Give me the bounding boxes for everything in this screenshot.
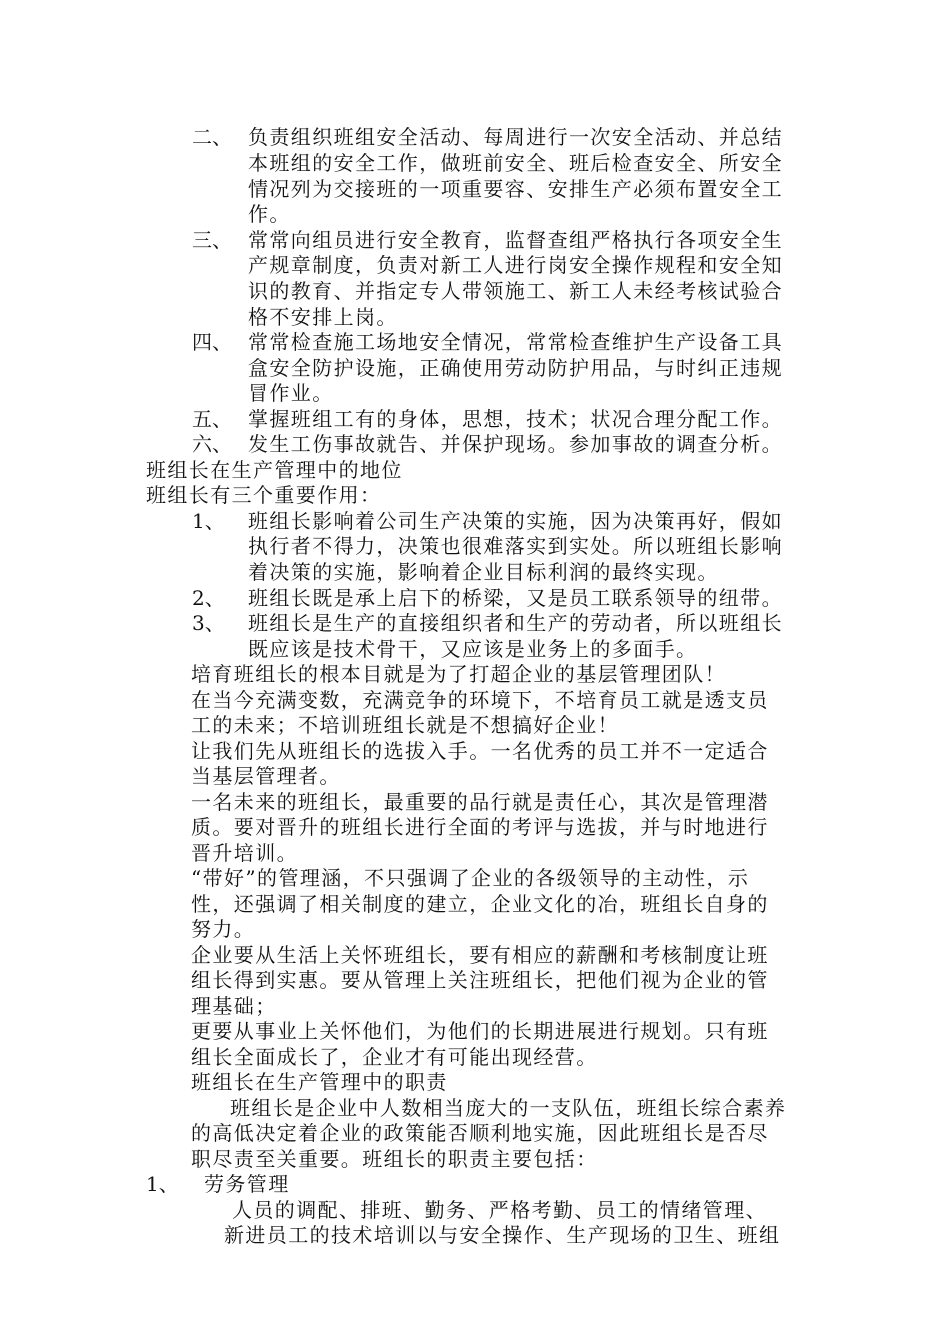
list-text-line: 班组长影响着公司生产决策的实施，因为决策再好，假如	[248, 509, 783, 533]
list-text-line: 掌握班组工有的身体，思想，技术；状况合理分配工作。	[248, 407, 783, 431]
list-text-line: 盒安全防护设施，正确使用劳动防护用品，与时纠正违规	[248, 356, 783, 380]
paragraph-line: 培育班组长的根本目就是为了打超企业的基层管理团队！	[191, 662, 726, 686]
item-title: 劳务管理	[204, 1172, 290, 1196]
list-marker: 1、	[192, 509, 225, 533]
paragraph-line: 在当今充满变数，充满竞争的环境下，不培育员工就是透支员	[191, 688, 769, 712]
section-heading-position: 班组长在生产管理中的地位	[146, 458, 403, 482]
paragraph-line: 组长得到实惠。要从管理上关注班组长，把他们视为企业的管	[191, 968, 769, 992]
section-heading-duties: 班组长在生产管理中的职责	[191, 1070, 448, 1094]
list-text-line: 既应该是技术骨干，又应该是业务上的多面手。	[248, 637, 698, 661]
paragraph-line: 工的未来；不培训班组长就是不想搞好企业！	[191, 713, 619, 737]
paragraph-line: 组长全面成长了，企业才有可能出现经营。	[191, 1045, 598, 1069]
list-text-line: 本班组的安全工作，做班前安全、班后检查安全、所安全	[248, 151, 783, 175]
list-text-line: 着决策的实施，影响着企业目标利润的最终实现。	[248, 560, 719, 584]
paragraph-line: 一名未来的班组长，最重要的品行就是责任心，其次是管理潜	[191, 790, 769, 814]
list-marker: 3、	[192, 611, 225, 635]
list-marker: 五、	[192, 407, 232, 431]
list-text-line: 识的教育、并指定专人带领施工、新工人未经考核试验合	[248, 279, 783, 303]
list-marker: 六、	[192, 432, 232, 456]
list-text-line: 班组长既是承上启下的桥梁，又是员工联系领导的纽带。	[248, 586, 783, 610]
list-text-line: 情况列为交接班的一项重要容、安排生产必须布置安全工	[248, 177, 783, 201]
paragraph-line: “带好”的管理涵，不只强调了企业的各级领导的主动性，示	[191, 866, 750, 890]
roles-intro: 班组长有三个重要作用：	[146, 483, 382, 507]
paragraph-line: 的高低决定着企业的政策能否顺利地实施，因此班组长是否尽	[191, 1121, 769, 1145]
list-text-line: 发生工伤事故就告、并保护现场。参加事故的调查分析。	[248, 432, 783, 456]
list-marker: 1、	[146, 1172, 179, 1196]
list-text-line: 班组长是生产的直接组织者和生产的劳动者，所以班组长	[248, 611, 783, 635]
paragraph-line: 更要从事业上关怀他们，为他们的长期进展进行规划。只有班	[191, 1019, 769, 1043]
list-marker: 四、	[192, 330, 232, 354]
list-text-line: 作。	[248, 202, 291, 226]
list-text-line: 常常向组员进行安全教育，监督查组严格执行各项安全生	[248, 228, 783, 252]
paragraph-line: 班组长是企业中人数相当庞大的一支队伍，班组长综合素养	[230, 1096, 787, 1120]
paragraph-line: 努力。	[191, 917, 256, 941]
list-text-line: 产规章制度，负责对新工人进行岗安全操作规程和安全知	[248, 253, 783, 277]
paragraph-line: 让我们先从班组长的选拔入手。一名优秀的员工并不一定适合	[191, 739, 769, 763]
list-marker: 二、	[192, 125, 232, 149]
paragraph-line: 人员的调配、排班、勤务、严格考勤、员工的情绪管理、	[232, 1198, 767, 1222]
list-marker: 2、	[192, 586, 225, 610]
list-marker: 三、	[192, 228, 232, 252]
paragraph-line: 新进员工的技术培训以与安全操作、生产现场的卫生、班组	[224, 1223, 781, 1247]
list-text-line: 执行者不得力，决策也很难落实到实处。所以班组长影响	[248, 534, 783, 558]
paragraph-line: 职尽责至关重要。班组长的职责主要包括：	[191, 1147, 598, 1171]
paragraph-line: 理基础；	[191, 994, 277, 1018]
paragraph-line: 当基层管理者。	[191, 764, 341, 788]
paragraph-line: 企业要从生活上关怀班组长，要有相应的薪酬和考核制度让班	[191, 943, 769, 967]
list-text-line: 常常检查施工场地安全情况，常常检查维护生产设备工具	[248, 330, 783, 354]
paragraph-line: 质。要对晋升的班组长进行全面的考评与选拔，并与时地进行	[191, 815, 769, 839]
list-text-line: 格不安排上岗。	[248, 305, 398, 329]
list-text-line: 冒作业。	[248, 381, 334, 405]
list-text-line: 负责组织班组安全活动、每周进行一次安全活动、并总结	[248, 125, 783, 149]
paragraph-line: 晋升培训。	[191, 841, 298, 865]
paragraph-line: 性，还强调了相关制度的建立，企业文化的冶，班组长自身的	[191, 892, 769, 916]
